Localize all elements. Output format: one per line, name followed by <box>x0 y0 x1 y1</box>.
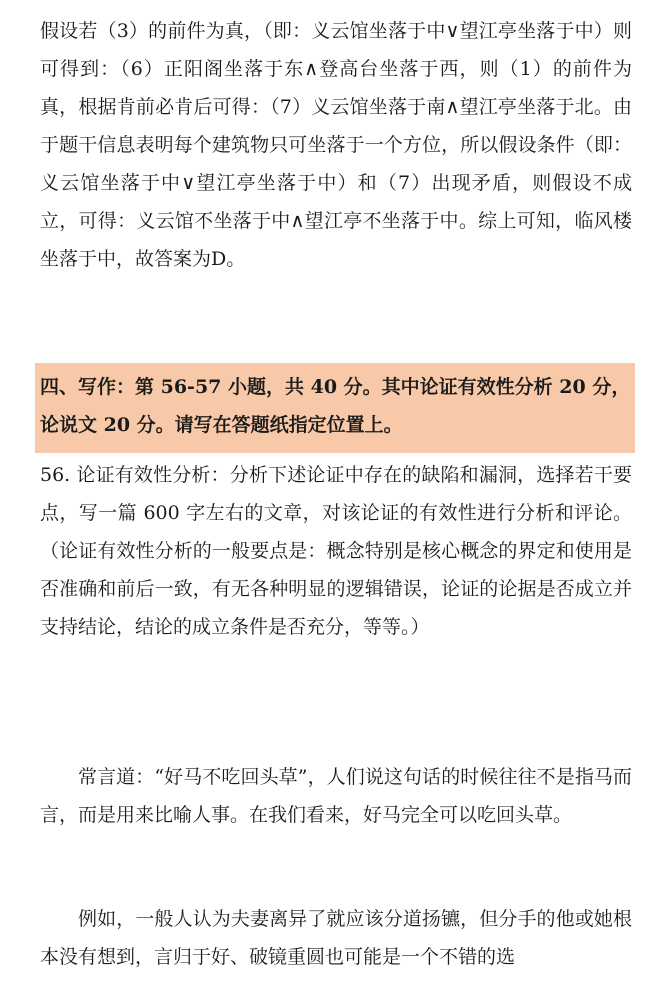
section-heading: 四、写作：第 56-57 小题，共 40 分。其中论证有效性分析 20 分，论说文 20 分。请写在答题纸指定位置上。 <box>40 376 631 436</box>
passage-paragraph-1: 常言道：“好马不吃回头草”，人们说这句话的时候往往不是指马而言，而是用来比喻人事。在我们看来，好马完全可以吃回头草。 <box>40 766 632 826</box>
answer-explanation-paragraph: 假设若（3）的前件为真，（即：义云馆坐落于中∨望江亭坐落于中）则可得到：（6）正阳阁坐落于东∧登高台坐落于西，则（1）的前件为真，根据肯前必肯后可得：（7）义云馆坐落于南∧望江亭坐落于北。由于题干信息表明每个建筑物只可坐落于一个方位，所以假设条件（即：义云馆坐落于中∨望江亭坐落于中）和（7）出现矛盾，则假设不成立，可得：义云馆不坐落于中∧望江亭不坐落于中。综上可知，临风楼坐落于中，故答案为D。 <box>40 20 632 270</box>
question-56-prompt: 56. 论证有效性分析：分析下述论证中存在的缺陷和漏洞，选择若干要点，写一篇 600 字左右的文章，对该论证的有效性进行分析和评论。（论证有效性分析的一般要点是：概念特别是核心概念的界定和使用是否准确和前后一致，有无各种明显的逻辑错误，论证的论据是否成立并支持结论，结论的成立条件是否充分，等等。） <box>40 464 632 638</box>
passage-paragraph-2: 例如，一般人认为夫妻离异了就应该分道扬镳，但分手的他或她根本没有想到，言归于好、破镜重圆也可能是一个不错的选 <box>40 908 632 968</box>
